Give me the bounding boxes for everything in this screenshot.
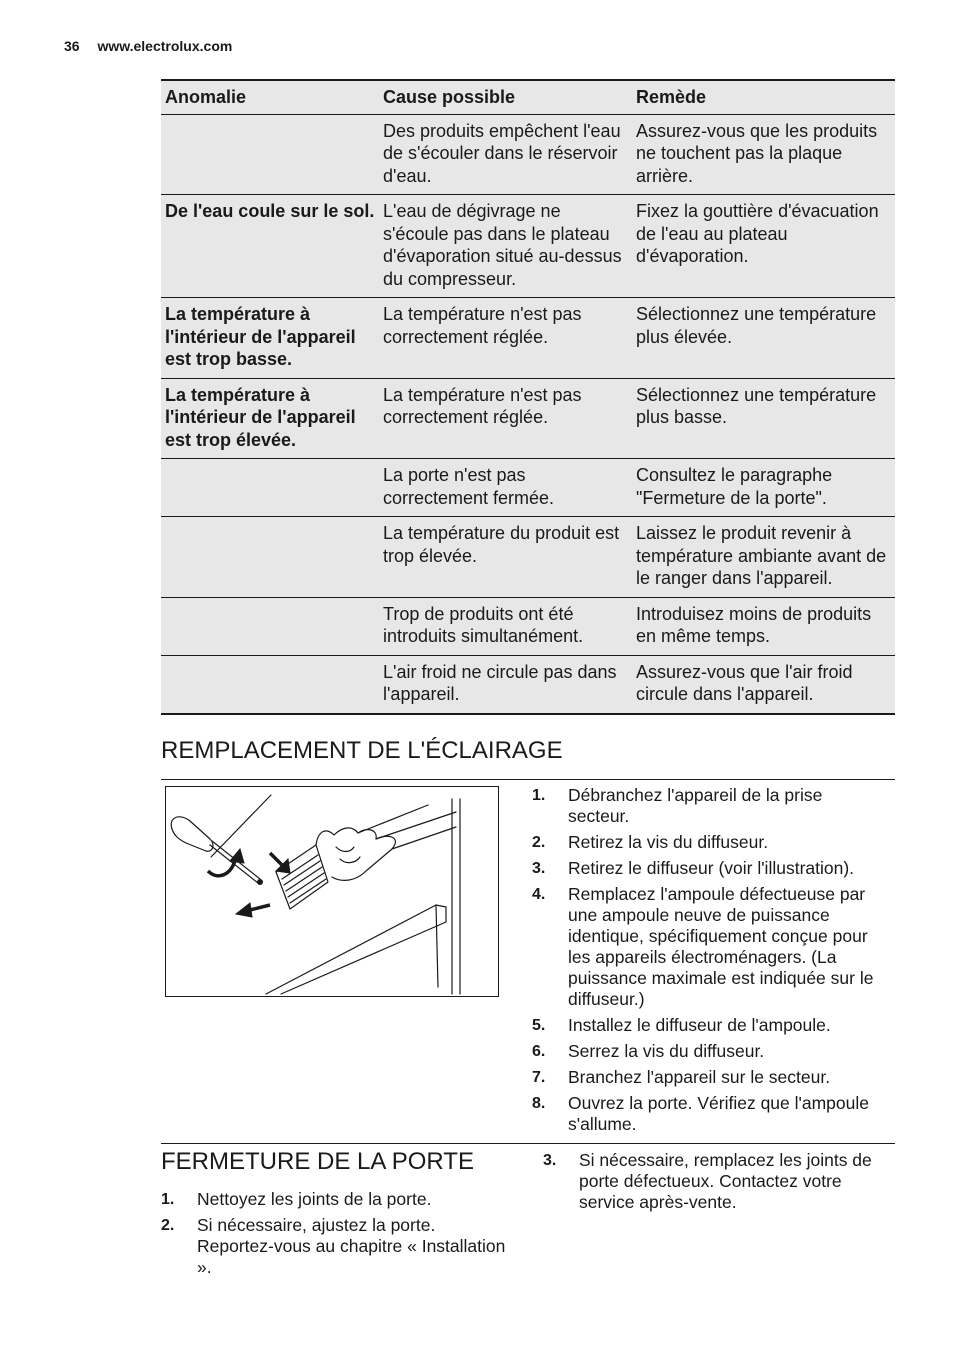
page-number: 36 bbox=[64, 38, 80, 54]
step-text: Remplacez l'ampoule défectueuse par une ampoule neuve de puissance identique, spécifiquement conçue pour les appareils électroménagers. (La puissance maximale est indiquée sur le diffuseur.) bbox=[568, 884, 874, 1009]
list-item bbox=[532, 1067, 888, 1088]
step-number: 6. bbox=[532, 1043, 546, 1060]
cause-cell: Des produits empêchent l'eau de s'écouler dans le réservoir d'eau. bbox=[379, 114, 632, 195]
list-item bbox=[532, 1015, 888, 1036]
table-row bbox=[161, 114, 895, 195]
remedy-cell: Fixez la gouttière d'évacuation de l'eau au plateau d'évaporation. bbox=[632, 195, 895, 298]
lamp-replacement-illustration bbox=[165, 786, 499, 997]
table-row bbox=[161, 517, 895, 598]
section-divider bbox=[161, 779, 895, 780]
step-text: Nettoyez les joints de la porte. bbox=[197, 1189, 432, 1209]
step-number: 5. bbox=[532, 1017, 546, 1034]
cause-cell: La température du produit est trop élevée. bbox=[379, 517, 632, 598]
website-url: www.electrolux.com bbox=[97, 38, 233, 54]
anomaly-cell: De l'eau coule sur le sol. bbox=[161, 195, 379, 298]
step-text: Retirez la vis du diffuseur. bbox=[568, 832, 769, 852]
remedy-cell: Introduisez moins de produits en même temps. bbox=[632, 597, 895, 655]
section-divider bbox=[161, 1143, 895, 1144]
step-text: Installez le diffuseur de l'ampoule. bbox=[568, 1015, 831, 1035]
cause-cell: La température n'est pas correctement réglée. bbox=[379, 378, 632, 459]
door-steps-list-left bbox=[161, 1189, 506, 1283]
remedy-cell: Assurez-vous que l'air froid circule dans l'appareil. bbox=[632, 655, 895, 714]
step-number: 1. bbox=[532, 787, 546, 804]
step-number: 2. bbox=[161, 1217, 175, 1234]
lighting-section-title: REMPLACEMENT DE L'ÉCLAIRAGE bbox=[161, 737, 563, 764]
list-item bbox=[161, 1215, 506, 1278]
column-header-remedy: Remède bbox=[632, 80, 895, 114]
cause-cell: Trop de produits ont été introduits simultanément. bbox=[379, 597, 632, 655]
column-header-anomaly: Anomalie bbox=[161, 80, 379, 114]
step-number: 8. bbox=[532, 1095, 546, 1112]
remedy-cell: Sélectionnez une température plus basse. bbox=[632, 378, 895, 459]
list-item bbox=[532, 832, 888, 853]
list-item bbox=[532, 785, 888, 827]
anomaly-cell: La température à l'intérieur de l'appareil est trop élevée. bbox=[161, 378, 379, 459]
cause-cell: L'air froid ne circule pas dans l'appareil. bbox=[379, 655, 632, 714]
step-text: Retirez le diffuseur (voir l'illustration). bbox=[568, 858, 855, 878]
lamp-diffuser-drawing bbox=[166, 787, 497, 995]
step-number: 1. bbox=[161, 1191, 175, 1208]
anomaly-cell bbox=[161, 459, 379, 517]
step-text: Débranchez l'appareil de la prise secteur. bbox=[568, 785, 823, 826]
step-number: 7. bbox=[532, 1069, 546, 1086]
anomaly-cell bbox=[161, 114, 379, 195]
table-row bbox=[161, 298, 895, 379]
step-text: Si nécessaire, remplacez les joints de porte défectueux. Contactez votre service après-vente. bbox=[579, 1150, 872, 1212]
table-row bbox=[161, 195, 895, 298]
door-steps-list-right bbox=[543, 1150, 893, 1218]
step-text: Si nécessaire, ajustez la porte. Reportez-vous au chapitre « Installation ». bbox=[197, 1215, 506, 1277]
list-item bbox=[532, 1041, 888, 1062]
anomaly-cell bbox=[161, 655, 379, 714]
list-item bbox=[532, 884, 888, 1010]
remedy-cell: Consultez le paragraphe "Fermeture de la porte". bbox=[632, 459, 895, 517]
list-item bbox=[161, 1189, 506, 1210]
door-section-title: FERMETURE DE LA PORTE bbox=[161, 1148, 474, 1175]
step-text: Serrez la vis du diffuseur. bbox=[568, 1041, 765, 1061]
screw-icon bbox=[257, 879, 263, 885]
cause-cell: L'eau de dégivrage ne s'écoule pas dans le plateau d'évaporation situé au-dessus du compresseur. bbox=[379, 195, 632, 298]
list-item bbox=[543, 1150, 893, 1213]
step-text: Branchez l'appareil sur le secteur. bbox=[568, 1067, 831, 1087]
remedy-cell: Assurez-vous que les produits ne touchent pas la plaque arrière. bbox=[632, 114, 895, 195]
table-row bbox=[161, 597, 895, 655]
list-item bbox=[532, 1093, 888, 1135]
troubleshooting-table bbox=[161, 79, 895, 715]
anomaly-cell bbox=[161, 597, 379, 655]
table-header-row bbox=[161, 80, 895, 114]
table-row bbox=[161, 378, 895, 459]
step-number: 2. bbox=[532, 834, 546, 851]
remedy-cell: Laissez le produit revenir à température ambiante avant de le ranger dans l'appareil. bbox=[632, 517, 895, 598]
anomaly-cell: La température à l'intérieur de l'appareil est trop basse. bbox=[161, 298, 379, 379]
cause-cell: La température n'est pas correctement réglée. bbox=[379, 298, 632, 379]
table-row bbox=[161, 459, 895, 517]
cause-cell: La porte n'est pas correctement fermée. bbox=[379, 459, 632, 517]
lighting-steps-list bbox=[532, 785, 888, 1140]
remedy-cell: Sélectionnez une température plus élevée. bbox=[632, 298, 895, 379]
table-row bbox=[161, 655, 895, 714]
list-item bbox=[532, 858, 888, 879]
step-number: 3. bbox=[543, 1152, 557, 1169]
step-number: 3. bbox=[532, 860, 546, 877]
step-number: 4. bbox=[532, 886, 546, 903]
page-header bbox=[64, 38, 232, 54]
step-text: Ouvrez la porte. Vérifiez que l'ampoule s'allume. bbox=[568, 1093, 869, 1134]
anomaly-cell bbox=[161, 517, 379, 598]
column-header-cause: Cause possible bbox=[379, 80, 632, 114]
